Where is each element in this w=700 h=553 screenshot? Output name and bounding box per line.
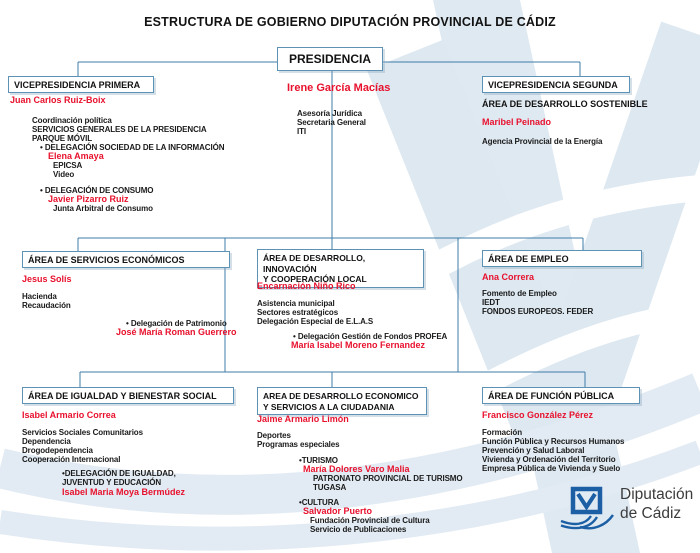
org-line: EPICSA: [53, 161, 83, 170]
org-line: Sectores estratégicos: [257, 308, 339, 317]
delegation-holder: José María Roman Guerrero: [116, 327, 237, 337]
area-box-label: Y COOPERACIÓN LOCAL: [263, 274, 367, 284]
area-box-label: ÁREA DE DESARROLLO, INNOVACIÓN: [263, 253, 366, 274]
org-line: Cooperación Internacional: [22, 455, 121, 464]
diputacion-logo: [560, 486, 693, 532]
org-line: Prevención y Salud Laboral: [482, 446, 585, 455]
org-line: PATRONATO PROVINCIAL DE TURISMO: [313, 474, 463, 483]
area-box-label: AREA DE DESARROLLO ECONOMICO: [263, 391, 419, 401]
delegation-title: JUVENTUD Y EDUCACIÓN: [62, 478, 162, 487]
area-box-label: ÁREA DE EMPLEO: [488, 254, 569, 264]
vp-segunda-box-label: VICEPRESIDENCIA SEGUNDA: [488, 80, 618, 90]
org-line: SERVICIOS GENERALES DE LA PRESIDENCIA: [32, 125, 207, 134]
delegation-title: •CULTURA: [299, 498, 340, 507]
vp-primera-box-label: VICEPRESIDENCIA PRIMERA: [14, 80, 141, 90]
org-line: Empresa Pública de Vivienda y Suelo: [482, 464, 621, 473]
org-line: Dependencia: [22, 437, 71, 446]
vp-primera-holder: Juan Carlos Ruiz-Boix: [10, 95, 106, 105]
logo-line-1: Diputación: [620, 486, 694, 503]
org-line: Video: [53, 170, 75, 179]
org-line: Agencia Provincial de la Energía: [482, 137, 603, 146]
area-box-label: ÁREA DE SERVICIOS ECONÓMICOS: [28, 255, 185, 265]
org-line: Función Pública y Recursos Humanos: [482, 437, 625, 446]
delegation-holder: Elena Amaya: [48, 151, 104, 161]
delegation-title: • Delegación Gestión de Fondos PROFEA: [293, 332, 448, 341]
delegation-holder: Salvador Puerto: [303, 506, 373, 516]
area-holder: Jaime Armario Limón: [257, 414, 349, 424]
org-line: FONDOS EUROPEOS. FEDER: [482, 307, 594, 316]
page-title: ESTRUCTURA DE GOBIERNO DIPUTACIÓN PROVINCIAL DE CÁDIZ: [144, 15, 556, 29]
delegation-holder: María Isabel Moreno Fernandez: [291, 340, 426, 350]
org-line: Junta Arbitral de Consumo: [53, 204, 153, 213]
org-line: ITI: [297, 127, 307, 136]
org-line: Recaudación: [22, 301, 71, 310]
delegation-title: • DELEGACIÓN SOCIEDAD DE LA INFORMACIÓN: [40, 143, 225, 152]
area-holder: Francisco González Pérez: [482, 410, 594, 420]
area-desarrollo-economico-box: [257, 387, 427, 415]
delegation-title: •DELEGACIÓN DE IGUALDAD,: [62, 469, 176, 478]
delegation-holder: Javier Pizarro Ruiz: [48, 194, 129, 204]
area-box-label: Y SERVICIOS A LA CIUDADANIA: [263, 401, 395, 412]
vp-segunda-holder: Maribel Peinado: [482, 117, 552, 127]
delegation-title: •TURISMO: [299, 456, 338, 465]
diputacion-logo-icon: [560, 486, 614, 532]
org-line: Programas especiales: [257, 440, 340, 449]
area-servicios-economicos-box: [22, 251, 230, 268]
org-line: Hacienda: [22, 292, 57, 301]
org-line: TUGASA: [313, 483, 347, 492]
org-line: IEDT: [482, 298, 500, 307]
area-holder: Isabel Armario Correa: [22, 410, 116, 420]
org-line: Vivienda y Ordenación del Territorio: [482, 455, 616, 464]
org-line: Coordinación política: [32, 116, 112, 125]
area-holder: Jesus Solís: [22, 274, 72, 284]
presidencia-box: [277, 47, 383, 71]
delegation-title: • Delegación de Patrimonio: [126, 319, 227, 328]
delegation-title: • DELEGACIÓN DE CONSUMO: [40, 186, 154, 195]
area-igualdad-box: [22, 387, 234, 404]
area-holder: Ana Correra: [482, 272, 535, 282]
area-box-label: ÁREA DE FUNCIÓN PÚBLICA: [488, 391, 615, 401]
org-line: Servicio de Publicaciones: [310, 525, 407, 534]
org-line: Drogodependencia: [22, 446, 93, 455]
area-holder: Encarnación Niño Rico: [257, 281, 356, 291]
org-line: Asistencia municipal: [257, 299, 335, 308]
area-funcion-publica-box: [482, 387, 640, 404]
org-line: Formación: [482, 428, 522, 437]
presidencia-holder: Irene García Macías: [287, 82, 391, 94]
vp-segunda-area-title: ÁREA DE DESARROLLO SOSTENIBLE: [482, 99, 648, 109]
org-line: Deportes: [257, 431, 291, 440]
delegation-holder: María Dolores Varo Malia: [303, 464, 410, 474]
diputacion-logo-text: [620, 486, 693, 523]
org-line: Secretaria General: [297, 118, 366, 127]
area-box-label: ÁREA DE IGUALDAD Y BIENESTAR SOCIAL: [28, 391, 217, 401]
org-line: Asesoría Jurídica: [297, 109, 362, 118]
org-line: Servicios Sociales Comunitarios: [22, 428, 143, 437]
org-line: Delegación Especial de E.L.A.S: [257, 317, 374, 326]
logo-line-2: de Cádiz: [620, 504, 682, 522]
org-line: Fomento de Empleo: [482, 289, 557, 298]
delegation-holder: Isabel Maria Moya Bermúdez: [62, 487, 186, 497]
org-line: PARQUE MÓVIL: [32, 134, 92, 143]
org-line: Fundación Provincial de Cultura: [310, 516, 430, 525]
area-empleo-box: [482, 250, 642, 267]
vp-segunda-box: [482, 76, 630, 93]
vp-primera-box: [8, 76, 154, 93]
presidencia-box-label: PRESIDENCIA: [288, 52, 371, 66]
